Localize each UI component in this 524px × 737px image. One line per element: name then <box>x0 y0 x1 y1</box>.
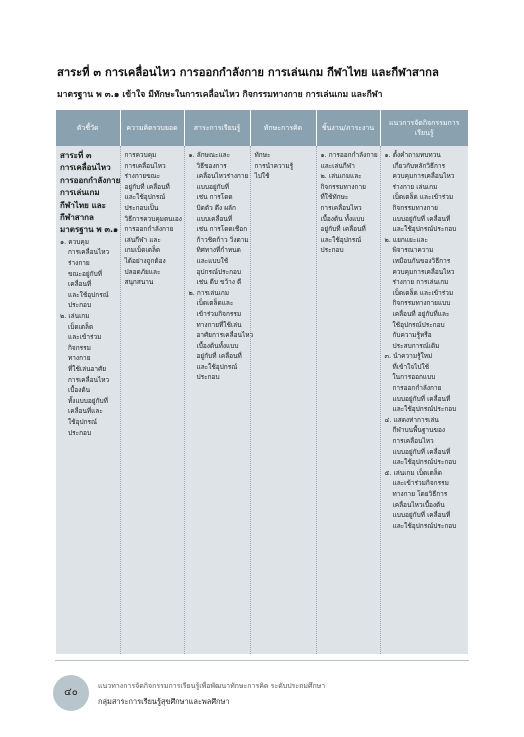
indicator-line: ที่ใช้เล่นอาศัย <box>68 364 107 373</box>
activity-line: ร่างกาย การเล่นเกม <box>392 278 449 287</box>
concept-line: การเคลื่อนไหว <box>124 161 166 170</box>
content-line: อาศัยการเคลื่อนไหว <box>196 331 254 340</box>
activity-line: กิจกรรมทางกาย <box>392 203 438 212</box>
content-line: เคลื่อนไหวร่างกาย <box>196 172 249 181</box>
concept-line: เล่นกีฬา และ <box>124 235 161 244</box>
activity-line: ๒. แยกแยะและ <box>384 235 429 244</box>
workpiece-line: กิจกรรมทางกาย <box>320 182 366 191</box>
activity-line: ควบคุมการเคลื่อนไหว <box>392 172 455 181</box>
cell-content <box>184 146 254 654</box>
header-workpiece: ชิ้นงาน/ภาระงาน <box>316 110 380 146</box>
activity-line: ควบคุมการเคลื่อนไหว <box>392 267 455 276</box>
content-line: เช่น ตีบ ขว้าง ตี <box>196 278 242 287</box>
workpiece-line: และเล่นกีฬา <box>320 161 355 170</box>
footer-book-title: แนวทางการจัดกิจกรรมการเรียนรู้เพื่อพัฒนาทักษะการคิด ระดับประถมศึกษา <box>98 682 326 690</box>
concept-line: การควบคุม <box>124 151 157 159</box>
activity-line: เกี่ยวกับหลักวิธีการ <box>392 161 446 170</box>
activity-line: เบ็ดเตล็ด และเข้าร่วม <box>392 193 454 202</box>
header-content: สาระการเรียนรู้ <box>184 110 250 146</box>
activity-line: กับความรู้หรือ <box>392 331 432 340</box>
indicator-strand: การเคลื่อนไหว <box>60 163 111 173</box>
cell-indicator <box>56 146 120 654</box>
activity-line: และเข้าร่วมกิจกรรม <box>392 479 449 488</box>
activity-line: ร่างกาย เล่นเกม <box>392 182 438 191</box>
content-line: เข้าร่วมกิจกรรม <box>196 309 242 318</box>
activity-line: ๑. ตั้งคำถามทบทวน <box>384 151 441 159</box>
activity-line: และใช้อุปกรณ์ประกอบ <box>392 405 457 414</box>
activity-line: แบบอยู่กับที่ เคลื่อนที่ <box>392 447 451 456</box>
footer-subject: กลุ่มสาระการเรียนรู้สุขศึกษาและพลศึกษา <box>98 697 230 706</box>
workpiece-line: ๑. การออกกำลังกาย <box>320 151 378 159</box>
content-line: ก้าวชิดก้าว วิ่งตาม <box>196 235 249 244</box>
table-row <box>56 146 468 654</box>
indicator-standard: มาตรฐาน พ ๓.๑ <box>60 225 119 235</box>
content-line: แบบเคลื่อนที่ <box>196 214 233 223</box>
activity-line: พิจารณาความ <box>392 246 434 255</box>
cell-thinking-skill <box>250 146 316 654</box>
activity-line: ในการออกแบบ <box>392 373 436 382</box>
header-thinking-skill: ทักษะการคิด <box>250 110 316 146</box>
activity-line: และใช้อุปกรณ์ประกอบ <box>392 458 457 467</box>
content-line: เช่น การโดด <box>196 193 233 202</box>
activity-line: ใช้อุปกรณ์ประกอบ <box>392 320 445 329</box>
concept-line: การออกกำลังกาย <box>124 225 174 234</box>
workpiece-line: ที่ใช้ทักษะ <box>320 193 349 202</box>
content-line: ๒. การเล่นเกม <box>188 288 230 297</box>
content-line: บิดตัว ดึง ผลัก <box>196 203 236 212</box>
curriculum-table <box>56 110 468 654</box>
concept-line: ได้อย่างถูกต้อง <box>124 256 166 265</box>
concept-line: วิธีการควบคุมตนเอง <box>124 214 182 223</box>
indicator-line: การเคลื่อนไหว <box>68 248 110 257</box>
indicator-line: เคลื่อนที่ <box>68 280 92 289</box>
activity-line: เบ็ดเตล็ด และเข้าร่วม <box>392 288 454 297</box>
skill-line: ทักษะ <box>254 151 271 159</box>
workpiece-line: อยู่กับที่ เคลื่อนที่ <box>320 225 366 234</box>
skill-line: ไปใช้ <box>254 172 270 181</box>
activity-line: เคลื่อนที่ อยู่กับที่และ <box>392 309 450 318</box>
indicator-line: ทางกาย <box>68 354 91 363</box>
indicator-line: เบ็ดเตล็ด <box>68 322 94 331</box>
activity-line: ๓. นำความรู้ใหม่ <box>384 352 433 361</box>
activity-line: กีฬาบนพื้นฐานของ <box>392 426 446 435</box>
content-line: ๑. ลักษณะและ <box>188 151 231 159</box>
concept-line: เกมเบ็ดเตล็ด <box>124 246 161 255</box>
content-line: และแบบใช้ <box>196 256 229 265</box>
activity-line: ๔. แสดงท่าการเล่น <box>384 415 439 424</box>
indicator-line: กิจกรรม <box>68 343 91 352</box>
activity-line: ๕. เล่นเกม เบ็ดเตล็ด <box>384 468 442 477</box>
activity-line: แบบอยู่กับที่ เคลื่อนที่ <box>392 214 451 223</box>
concept-line: สนุกสนาน <box>124 278 154 287</box>
activity-line: ที่เข้าใจไปใช้ <box>392 362 430 371</box>
concept-line: และใช้อุปกรณ์ <box>124 193 166 202</box>
content-line: เบ็ดเตล็ดและ <box>196 299 234 308</box>
footer-divider <box>55 660 469 661</box>
activity-line: แบบอยู่กับที่ เคลื่อนที่ <box>392 394 451 403</box>
indicator-line: ประกอบ <box>68 301 92 310</box>
page-number-badge: ๔๐ <box>53 675 89 711</box>
indicator-line: ขณะอยู่กับที่ <box>68 269 103 278</box>
activity-line: ประสบการณ์เดิม <box>392 341 440 350</box>
activity-line: เคลื่อนไหวเบื้องต้น <box>392 500 445 509</box>
table-header-row <box>56 110 468 146</box>
header-activities: แนวการจัดกิจกรรมการเรียนรู้ <box>380 110 468 146</box>
content-line: อยู่กับที่ เคลื่อนที่ <box>196 352 242 361</box>
content-line: ทางกายที่ใช้เล่น <box>196 320 242 329</box>
header-concept: ความคิดรวบยอด <box>120 110 184 146</box>
indicator-strand: การเล่นเกม <box>60 188 100 198</box>
indicator-line: ประกอบ <box>68 428 92 437</box>
standard-subtitle: มาตรฐาน พ ๓.๑ เข้าใจ มีทักษะในการเคลื่อนไหว กิจกรรมทางกาย การเล่นเกม และกีฬา <box>57 90 383 100</box>
activity-line: และใช้อุปกรณ์ประกอบ <box>392 225 457 234</box>
content-line: วิธีของการ <box>196 161 227 170</box>
content-line: เช่น การโดดเชือก <box>196 225 248 234</box>
workpiece-line: และใช้อุปกรณ์ <box>320 235 362 244</box>
concept-line: ประกอบเป็น <box>124 203 159 212</box>
workpiece-line: เบื้องต้น ทั้งแบบ <box>320 214 365 223</box>
activity-line: การออกกำลังกาย <box>392 384 442 393</box>
concept-line: ร่างกายขณะ <box>124 172 161 181</box>
cell-activities <box>380 146 468 654</box>
content-line: ประกอบ <box>196 373 220 382</box>
activity-line: ทางกาย โดยวิธีการ <box>392 490 448 498</box>
activity-line: และใช้อุปกรณ์ประกอบ <box>392 521 457 530</box>
content-line: แบบอยู่กับที่ <box>196 182 229 191</box>
page-title: สาระที่ ๓ การเคลื่อนไหว การออกกำลังกาย การเล่นเกม กีฬาไทย และกีฬาสากล <box>57 66 439 79</box>
activity-line: กิจกรรมทางกายแบบ <box>392 299 451 308</box>
workpiece-line: ประกอบ <box>320 246 344 255</box>
workpiece-line: ๒. เล่นเกมและ <box>320 172 362 181</box>
indicator-strand: กีฬาไทย และ <box>60 200 106 210</box>
content-line: และใช้อุปกรณ์ <box>196 362 238 371</box>
workpiece-line: การเคลื่อนไหว <box>320 203 362 212</box>
indicator-line: ทั้งแบบอยู่กับที่ <box>68 396 108 405</box>
activity-line: แบบอยู่กับที่ เคลื่อนที่ <box>392 511 451 520</box>
content-line: เบื้องต้นทั้งแบบ <box>196 341 239 350</box>
indicator-strand: กีฬาสากล <box>60 213 94 223</box>
activity-line: เหมือนกันของวิธีการ <box>392 256 451 265</box>
header-indicator: ตัวชี้วัด <box>56 110 120 146</box>
content-line: ทิศทางที่กำหนด <box>196 246 241 255</box>
indicator-strand: สาระที่ ๓ <box>60 151 92 160</box>
skill-line: การนำความรู้ <box>254 161 294 170</box>
indicator-line: การเคลื่อนไหว <box>68 375 110 384</box>
indicator-line: เบื้องต้น <box>68 386 91 395</box>
indicator-line: เคลื่อนที่และ <box>68 407 103 416</box>
cell-concept <box>120 146 184 654</box>
indicator-line: และเข้าร่วม <box>68 333 102 342</box>
indicator-line: ใช้อุปกรณ์ <box>68 417 98 426</box>
content-line: อุปกรณ์ประกอบ <box>196 267 242 276</box>
indicator-strand: การออกกำลังกาย <box>60 175 121 185</box>
concept-line: ปลอดภัยและ <box>124 267 161 276</box>
indicator-line: ๒. เล่นเกม <box>60 312 90 320</box>
cell-workpiece <box>316 146 380 654</box>
indicator-line: และใช้อุปกรณ์ <box>68 290 109 299</box>
indicator-line: ๑. ควบคุม <box>60 237 90 246</box>
indicator-line: ร่างกาย <box>68 259 90 268</box>
activity-line: การเคลื่อนไหว <box>392 437 434 446</box>
concept-line: อยู่กับที่ เคลื่อนที่ <box>124 182 170 191</box>
